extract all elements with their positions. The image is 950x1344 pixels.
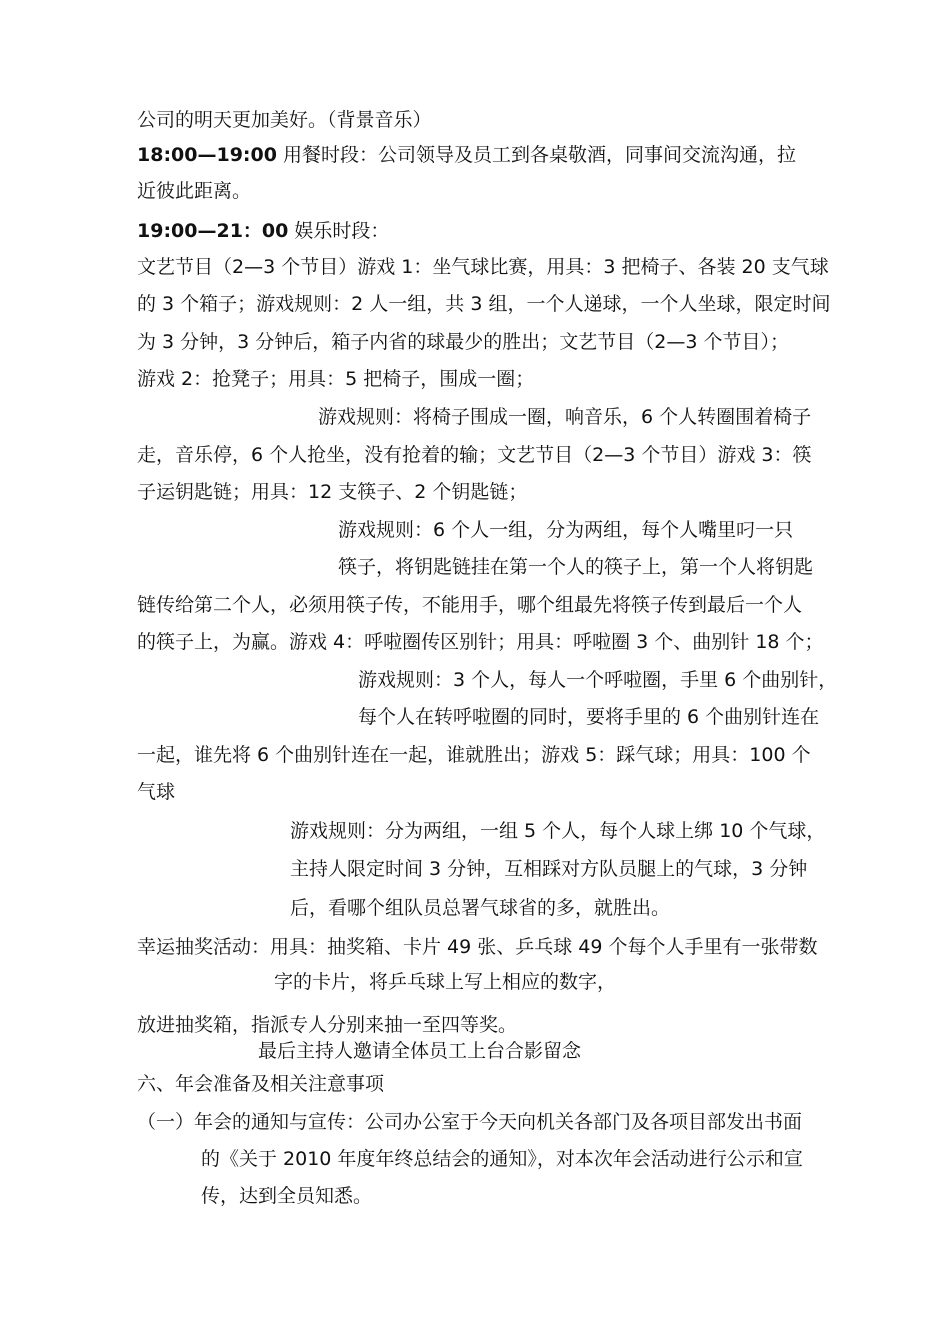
text-line-time-dining: 18:00—19:00 用餐时段：公司领导及员工到各桌敬酒，同事间交流沟通，拉	[137, 144, 797, 166]
text-line: 放进抽奖箱，指派专人分别来抽一至四等奖。	[137, 1014, 518, 1036]
text-line: 链传给第二个人，必须用筷子传，不能用手，哪个组最先将筷子传到最后一个人	[137, 594, 803, 616]
text-line-time-entertainment: 19:00—21：00 娱乐时段：	[137, 220, 390, 242]
text-line: 气球	[137, 781, 176, 803]
text-line: 每个人在转呼啦圈的同时，要将手里的 6 个曲别针连在	[358, 706, 820, 728]
text-line: 公司的明天更加美好。（背景音乐）	[137, 109, 432, 131]
text-line: 的 3 个箱子；游戏规则：2 人一组，共 3 组，一个人递球，一个人坐球，限定时间	[137, 293, 831, 315]
text-line: 传，达到全员知悉。	[201, 1185, 373, 1207]
text-line: 的《关于 2010 年度年终总结会的通知》，对本次年会活动进行公示和宣	[201, 1148, 803, 1170]
text-line: 为 3 分钟，3 分钟后，箱子内省的球最少的胜出；文艺节目（2—3 个节目）；	[137, 331, 790, 353]
text-line: 字的卡片，将乒乓球上写上相应的数字，	[274, 971, 617, 993]
text-line: 走，音乐停，6 个人抢坐，没有抢着的输；文艺节目（2—3 个节目）游戏 3：筷	[137, 444, 812, 466]
text-line: （一）年会的通知与宣传：公司办公室于今天向机关各部门及各项目部发出书面	[137, 1111, 803, 1133]
text-line: 后，看哪个组队员总署气球省的多，就胜出。	[290, 897, 671, 919]
text-line: 游戏 2：抢凳子；用具：5 把椅子，围成一圈；	[137, 368, 535, 390]
text-line: 游戏规则：将椅子围成一圈，响音乐，6 个人转圈围着椅子	[318, 406, 812, 428]
text-line: 最后主持人邀请全体员工上台合影留念	[258, 1040, 582, 1062]
text-line: 的筷子上，为赢。游戏 4：呼啦圈传区别针；用具：呼啦圈 3 个、曲别针 18 个；	[137, 631, 824, 653]
text-line: 游戏规则：分为两组，一组 5 个人，每个人球上绑 10 个气球，	[290, 820, 826, 842]
text-line: 近彼此距离。	[137, 180, 252, 202]
text-line: 游戏规则：6 个人一组，分为两组，每个人嘴里叼一只	[338, 519, 794, 541]
text-line: 子运钥匙链；用具：12 支筷子、2 个钥匙链；	[137, 481, 528, 503]
text-line: 一起，谁先将 6 个曲别针连在一起，谁就胜出；游戏 5：踩气球；用具：100 个	[137, 744, 811, 766]
text-line: 游戏规则：3 个人，每人一个呼啦圈，手里 6 个曲别针，	[358, 669, 838, 691]
section-heading: 六、年会准备及相关注意事项	[137, 1073, 385, 1095]
text-line: 主持人限定时间 3 分钟，互相踩对方队员腿上的气球，3 分钟	[290, 858, 808, 880]
text-line: 文艺节目（2—3 个节目）游戏 1：坐气球比赛，用具：3 把椅子、各装 20 支气球	[137, 256, 829, 278]
text-line-lottery: 幸运抽奖活动：用具：抽奖箱、卡片 49 张、乒乓球 49 个每个人手里有一张带数	[137, 936, 818, 958]
text-line: 筷子，将钥匙链挂在第一个人的筷子上，第一个人将钥匙	[338, 556, 814, 578]
